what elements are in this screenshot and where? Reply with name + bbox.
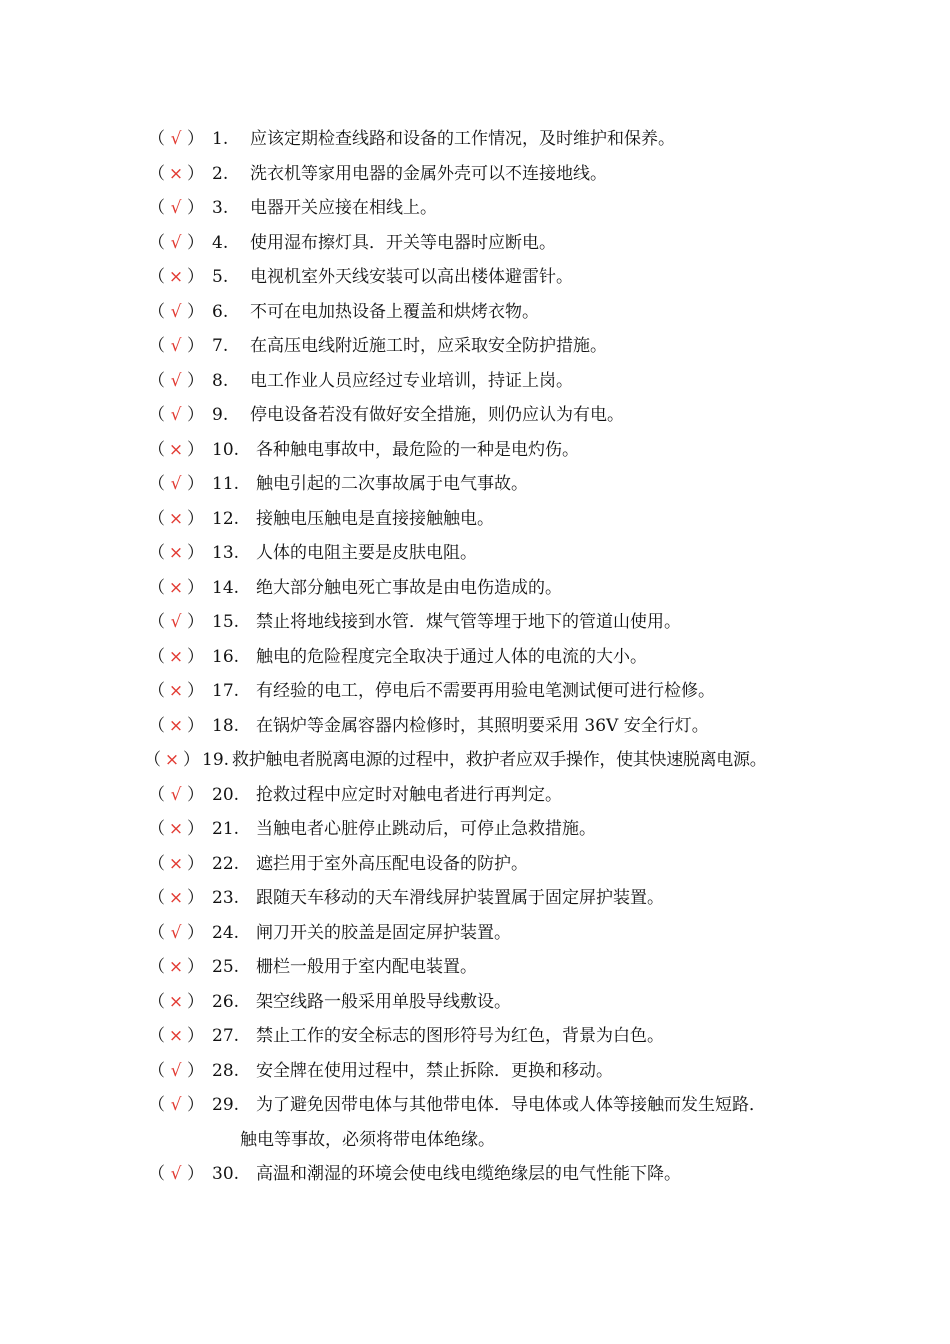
open-paren: （ bbox=[148, 543, 165, 563]
cross-mark-icon: × bbox=[168, 991, 184, 1012]
check-mark-icon: √ bbox=[170, 922, 182, 943]
item-number: 27. bbox=[212, 1026, 240, 1046]
list-item bbox=[148, 881, 908, 916]
open-paren: （ bbox=[148, 474, 165, 494]
close-paren: ） bbox=[187, 1060, 204, 1081]
list-item bbox=[148, 502, 908, 537]
item-statement: 触电引起的二次事故属于电气事故。 bbox=[256, 474, 528, 494]
list-item bbox=[148, 571, 908, 606]
list-item bbox=[148, 122, 908, 157]
close-paren: ） bbox=[187, 957, 204, 977]
item-statement: 不可在电加热设备上覆盖和烘烤衣物。 bbox=[250, 301, 539, 322]
cross-mark-icon: × bbox=[168, 1026, 184, 1046]
item-number: 11. bbox=[212, 474, 240, 494]
item-number: 16. bbox=[212, 646, 240, 667]
close-paren: ） bbox=[187, 1095, 204, 1115]
open-paren: （ bbox=[148, 888, 165, 908]
open-paren: （ bbox=[144, 750, 161, 770]
close-paren: ） bbox=[187, 853, 204, 874]
close-paren: ） bbox=[187, 681, 204, 701]
item-number: 26. bbox=[212, 991, 240, 1012]
check-mark-icon: √ bbox=[170, 1095, 182, 1115]
item-statement-continuation: 触电等事故，必须将带电体绝缘。 bbox=[240, 1129, 495, 1150]
item-statement: 为了避免因带电体与其他带电体．导电体或人体等接触而发生短路． bbox=[256, 1095, 766, 1115]
item-number: 22. bbox=[212, 853, 240, 874]
cross-mark-icon: × bbox=[168, 646, 184, 667]
item-number: 21. bbox=[212, 819, 240, 839]
close-paren: ） bbox=[187, 508, 204, 529]
cross-mark-icon: × bbox=[168, 163, 184, 184]
item-statement: 电器开关应接在相线上。 bbox=[250, 198, 437, 218]
check-mark-icon: √ bbox=[170, 1060, 182, 1081]
close-paren: ） bbox=[187, 1164, 204, 1184]
open-paren: （ bbox=[148, 957, 165, 977]
close-paren: ） bbox=[187, 922, 204, 943]
item-number: 3. bbox=[212, 198, 229, 218]
item-statement: 人体的电阻主要是皮肤电阻。 bbox=[256, 543, 477, 563]
list-item bbox=[148, 467, 908, 502]
list-item bbox=[148, 812, 908, 847]
item-statement: 各种触电事故中，最危险的一种是电灼伤。 bbox=[256, 439, 579, 460]
check-mark-icon: √ bbox=[170, 474, 182, 494]
open-paren: （ bbox=[148, 508, 165, 529]
close-paren: ） bbox=[187, 370, 204, 391]
open-paren: （ bbox=[148, 819, 165, 839]
item-number: 20. bbox=[212, 784, 240, 805]
list-item bbox=[148, 329, 908, 364]
close-paren: ） bbox=[187, 991, 204, 1012]
list-item bbox=[148, 778, 908, 813]
open-paren: （ bbox=[148, 1164, 165, 1184]
close-paren: ） bbox=[187, 474, 204, 494]
open-paren: （ bbox=[148, 370, 165, 391]
item-statement: 在锅炉等金属容器内检修时，其照明要采用 36V 安全行灯。 bbox=[256, 715, 709, 736]
list-item bbox=[148, 847, 908, 882]
list-item bbox=[148, 640, 908, 675]
open-paren: （ bbox=[148, 405, 165, 425]
check-mark-icon: √ bbox=[170, 301, 182, 322]
close-paren: ） bbox=[187, 336, 204, 356]
check-mark-icon: √ bbox=[170, 336, 182, 356]
check-mark-icon: √ bbox=[170, 232, 182, 253]
open-paren: （ bbox=[148, 715, 165, 736]
item-statement: 救护触电者脱离电源的过程中，救护者应双手操作，使其快速脱离电源。 bbox=[232, 750, 767, 770]
close-paren: ） bbox=[187, 577, 204, 598]
check-mark-icon: √ bbox=[170, 1164, 182, 1184]
cross-mark-icon: × bbox=[168, 267, 184, 287]
item-number: 28. bbox=[212, 1060, 240, 1081]
close-paren: ） bbox=[187, 819, 204, 839]
item-number: 24. bbox=[212, 922, 240, 943]
open-paren: （ bbox=[148, 1095, 165, 1115]
open-paren: （ bbox=[148, 336, 165, 356]
check-mark-icon: √ bbox=[170, 612, 182, 632]
item-statement: 电工作业人员应经过专业培训，持证上岗。 bbox=[250, 370, 573, 391]
cross-mark-icon: × bbox=[168, 577, 184, 598]
close-paren: ） bbox=[187, 405, 204, 425]
list-item bbox=[148, 226, 908, 261]
close-paren: ） bbox=[187, 439, 204, 460]
close-paren: ） bbox=[187, 612, 204, 632]
list-item bbox=[148, 1088, 908, 1123]
open-paren: （ bbox=[148, 267, 165, 287]
item-number: 10. bbox=[212, 439, 240, 460]
close-paren: ） bbox=[187, 163, 204, 184]
item-number: 13. bbox=[212, 543, 240, 563]
cross-mark-icon: × bbox=[168, 715, 184, 736]
list-item bbox=[148, 157, 908, 192]
item-number: 30. bbox=[212, 1164, 240, 1184]
item-number: 14. bbox=[212, 577, 240, 598]
close-paren: ） bbox=[187, 129, 204, 149]
cross-mark-icon: × bbox=[164, 750, 180, 770]
cross-mark-icon: × bbox=[168, 508, 184, 529]
item-statement: 有经验的电工，停电后不需要再用验电笔测试便可进行检修。 bbox=[256, 681, 715, 701]
list-item bbox=[148, 295, 908, 330]
item-statement: 禁止将地线接到水管．煤气管等埋于地下的管道山使用。 bbox=[256, 612, 681, 632]
list-item bbox=[148, 260, 908, 295]
item-statement: 跟随天车移动的天车滑线屏护装置属于固定屏护装置。 bbox=[256, 888, 664, 908]
list-item bbox=[148, 433, 908, 468]
open-paren: （ bbox=[148, 439, 165, 460]
item-statement: 闸刀开关的胶盖是固定屏护装置。 bbox=[256, 922, 511, 943]
list-item bbox=[148, 536, 908, 571]
list-item bbox=[148, 709, 908, 744]
cross-mark-icon: × bbox=[168, 853, 184, 874]
list-item bbox=[148, 1054, 908, 1089]
list-item bbox=[148, 1157, 908, 1192]
item-number: 17. bbox=[212, 681, 240, 701]
close-paren: ） bbox=[187, 267, 204, 287]
open-paren: （ bbox=[148, 1026, 165, 1046]
open-paren: （ bbox=[148, 681, 165, 701]
item-statement: 触电的危险程度完全取决于通过人体的电流的大小。 bbox=[256, 646, 647, 667]
open-paren: （ bbox=[148, 991, 165, 1012]
item-statement: 高温和潮湿的环境会使电线电缆绝缘层的电气性能下降。 bbox=[256, 1164, 681, 1184]
item-number: 12. bbox=[212, 508, 240, 529]
list-item bbox=[148, 398, 908, 433]
open-paren: （ bbox=[148, 577, 165, 598]
item-number: 18. bbox=[212, 715, 240, 736]
open-paren: （ bbox=[148, 922, 165, 943]
list-item bbox=[148, 1019, 908, 1054]
open-paren: （ bbox=[148, 612, 165, 632]
open-paren: （ bbox=[148, 1060, 165, 1081]
cross-mark-icon: × bbox=[168, 819, 184, 839]
item-statement: 在高压电线附近施工时，应采取安全防护措施。 bbox=[250, 336, 607, 356]
list-item bbox=[148, 674, 908, 709]
check-mark-icon: √ bbox=[170, 370, 182, 391]
list-item bbox=[148, 364, 908, 399]
close-paren: ） bbox=[187, 1026, 204, 1046]
open-paren: （ bbox=[148, 129, 165, 149]
item-statement: 抢救过程中应定时对触电者进行再判定。 bbox=[256, 784, 562, 805]
close-paren: ） bbox=[187, 543, 204, 563]
open-paren: （ bbox=[148, 853, 165, 874]
item-statement: 遮拦用于室外高压配电设备的防护。 bbox=[256, 853, 528, 874]
list-item bbox=[148, 950, 908, 985]
item-statement: 电视机室外天线安装可以高出楼体避雷针。 bbox=[250, 267, 573, 287]
item-number: 6. bbox=[212, 301, 229, 322]
item-statement: 禁止工作的安全标志的图形符号为红色，背景为白色。 bbox=[256, 1026, 664, 1046]
item-number: 19. bbox=[202, 750, 230, 770]
item-number: 8. bbox=[212, 370, 229, 391]
item-statement: 停电设备若没有做好安全措施，则仍应认为有电。 bbox=[250, 405, 624, 425]
item-number: 1. bbox=[212, 129, 229, 149]
cross-mark-icon: × bbox=[168, 888, 184, 908]
item-number: 23. bbox=[212, 888, 240, 908]
open-paren: （ bbox=[148, 301, 165, 322]
item-statement: 架空线路一般采用单股导线敷设。 bbox=[256, 991, 511, 1012]
open-paren: （ bbox=[148, 232, 165, 253]
check-mark-icon: √ bbox=[170, 198, 182, 218]
list-item bbox=[144, 743, 908, 778]
check-mark-icon: √ bbox=[170, 784, 182, 805]
item-number: 25. bbox=[212, 957, 240, 977]
close-paren: ） bbox=[187, 198, 204, 218]
item-number: 5. bbox=[212, 267, 229, 287]
item-number: 7. bbox=[212, 336, 229, 356]
list-item bbox=[148, 605, 908, 640]
open-paren: （ bbox=[148, 646, 165, 667]
close-paren: ） bbox=[187, 784, 204, 805]
close-paren: ） bbox=[187, 888, 204, 908]
open-paren: （ bbox=[148, 198, 165, 218]
close-paren: ） bbox=[187, 646, 204, 667]
cross-mark-icon: × bbox=[168, 543, 184, 563]
item-number: 9. bbox=[212, 405, 229, 425]
list-item bbox=[148, 191, 908, 226]
item-number: 15. bbox=[212, 612, 240, 632]
check-mark-icon: √ bbox=[170, 405, 182, 425]
item-statement: 安全牌在使用过程中，禁止拆除．更换和移动。 bbox=[256, 1060, 613, 1081]
cross-mark-icon: × bbox=[168, 439, 184, 460]
check-mark-icon: √ bbox=[170, 129, 182, 149]
item-statement: 绝大部分触电死亡事故是由电伤造成的。 bbox=[256, 577, 562, 598]
close-paren: ） bbox=[183, 750, 200, 770]
item-statement: 应该定期检查线路和设备的工作情况，及时维护和保养。 bbox=[250, 129, 675, 149]
item-statement: 当触电者心脏停止跳动后，可停止急救措施。 bbox=[256, 819, 596, 839]
item-statement: 栅栏一般用于室内配电装置。 bbox=[256, 957, 477, 977]
item-statement: 接触电压触电是直接接触触电。 bbox=[256, 508, 494, 529]
item-number: 29. bbox=[212, 1095, 240, 1115]
open-paren: （ bbox=[148, 784, 165, 805]
list-item bbox=[148, 985, 908, 1020]
item-statement: 使用湿布擦灯具．开关等电器时应断电。 bbox=[250, 232, 556, 253]
close-paren: ） bbox=[187, 301, 204, 322]
list-item bbox=[148, 916, 908, 951]
close-paren: ） bbox=[187, 232, 204, 253]
true-false-answer-list bbox=[144, 122, 908, 1192]
item-number: 2. bbox=[212, 163, 229, 184]
item-statement: 洗衣机等家用电器的金属外壳可以不连接地线。 bbox=[250, 163, 607, 184]
cross-mark-icon: × bbox=[168, 681, 184, 701]
item-number: 4. bbox=[212, 232, 229, 253]
cross-mark-icon: × bbox=[168, 957, 184, 977]
open-paren: （ bbox=[148, 163, 165, 184]
close-paren: ） bbox=[187, 715, 204, 736]
